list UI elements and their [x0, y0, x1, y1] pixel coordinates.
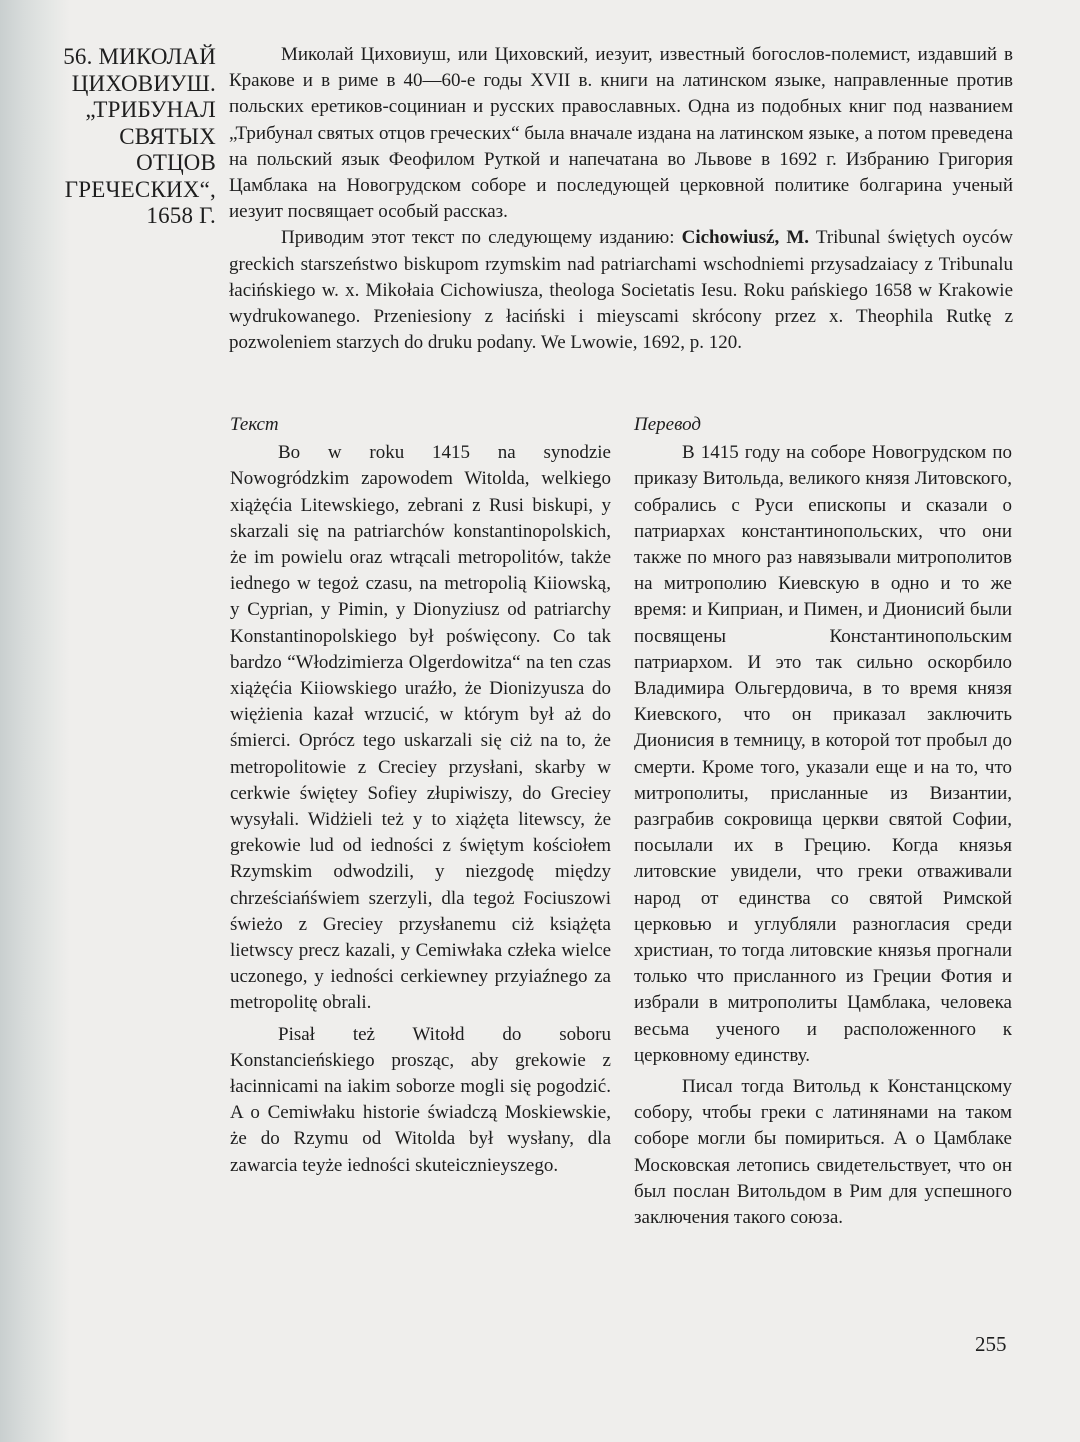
margin-heading-line: СВЯТЫХ	[119, 123, 216, 149]
translation-heading: Перевод	[634, 414, 701, 435]
margin-heading-line: 1658 Г.	[146, 203, 216, 228]
page-number: 255	[975, 1332, 1007, 1356]
margin-heading-line: ОТЦОВ	[136, 150, 216, 175]
citation-title: Tribunal świętych oyców greckich starszeństwo biskupom rzymskim nad patriarchami wschodniemi przysadzaiacy z Tribunalu łacińskiego w. x. Mikołaia Cichowiusza, theologa Societatis Iesu. Roku pańskiego 1658 w Krakowie wydrukowanego. Przeniesiony z łaciński i mieyscami skrócony przez x. Theophila Rutkę z pozwoleniem starzych do druku podany. We Lwowie, 1692, p. 120.	[229, 227, 1013, 354]
original-text-column	[230, 412, 611, 1179]
intro-section	[229, 42, 1013, 356]
citation-lead: Приводим этот текст по следующему изданию:	[281, 227, 682, 249]
margin-heading-line: ГРЕЧЕСКИХ“,	[64, 176, 216, 202]
citation-author: Cichowiusź, M.	[681, 227, 810, 249]
translation-column	[634, 412, 1012, 1231]
margin-heading-line: „ТРИБУНАЛ	[85, 97, 216, 122]
margin-heading-line: 56. МИКОЛАЙ	[63, 44, 216, 69]
original-text-heading: Текст	[230, 414, 279, 435]
intro-paragraph: Миколай Циховиуш, или Циховский, иезуит, известный богослов-полемист, издавший в Кракове и в риме в 40—60-е годы XVII в. книги на латинском языке, направленные против польских еретиков-социниан и русских православных. Одна из подобных книг под названием „Трибунал святых отцов греческих“ была вначале издана на латинском языке, а потом преведена на польский язык Феофилом Руткой и напечатана во Львове в 1692 г. Избранию Григория Цамблака на Новогрудском соборе и последующей церковной политике болгарина ученый иезуит посвящает особый рассказ.	[229, 44, 1013, 223]
original-paragraph: Bo w roku 1415 na synodzie Nowogródzkim zapowodem Witolda, welkiego xiążęćia Litewskiego, zebrani z Rusi biskupi, y skarzali się na patriarchów konstantinopolskich, że im powielu oraz wtrącali metropolitów, także iednego w tegoż czasu, na metropolią Kiiowską, y Cyprian, y Pimin, y Dionyziusz od patriarchy Konstantinopolskiego był poświęcony. Co tak bardzo “Włodzimierza Olgerdowitza“ na ten czas xiążęćia Kiiowskiego uraźło, że Dionizyusza do więżienia kazał wrzucić, w którym był aż do śmierci. Oprócz tego uskarzali się ciż na to, że metropolitowie z Creciey przysłani, skarby w cerkwie świętey Sofiey złupiwiszy, do Greciey wysyłali. Widżieli też y to xiążęta litewscy, że grekowie lud od iedności z świętym kościołem Rzymskim odwodzili, y niezgodę między chrześciańświem szerzyli, dla tegoż Fociuszowi świeżo z Greciey przysłanemu ciż książęta lietwscy precz kazali, y Cemiwłaka człeka wielce uczonego, y iedności cerkiewney przyiaźnego za metropolitę obrali.	[230, 442, 611, 1014]
translation-paragraph: Писал тогда Витольд к Констанцскому собору, чтобы греки с латинянами на таком соборе могли бы помириться. А о Цамблаке Московская летопись свидетельствует, что он был послан Витольдом в Рим для успешного заключения такого союза.	[634, 1076, 1012, 1229]
original-paragraph: Pisał też Witołd do soboru Konstancieńskiego prosząc, aby grekowie z łacinnicami na iakim soborze mogli się pogodzić. A o Cemiwłaku historie świadczą Moskiewskie, że do Rzymu od Witolda był wysłany, dla zawarcia teyże iedności skuteicznieyszego.	[230, 1023, 611, 1176]
translation-paragraph: В 1415 году на соборе Новогрудском по приказу Витольда, великого князя Литовского, собрались с Руси епископы и сказали о патриархах константинопольских, что они также по много раз навязывали митрополитов на митрополию Киевскую в одно и то же время: и Киприан, и Пимен, и Дионисий были посвящены Константинопольским патриархом. И это так сильно оскорбило Владимира Ольгердовича, в то время князя Киевского, что он приказал заключить Дионисия в темницу, в которой тот пробыл до смерти. Кроме того, указали еще и на то, что митрополиты, присланные из Византии, разграбив сокровища церкви святой Софии, посылали их в Грецию. Когда князья литовские увидели, что греки отваживали народ от единства со святой Римской церковью и углубляли разногласия среди христиан, то тогда литовские князья прогнали только что присланного из Греции Фотия и избрали в митрополиты Цамблака, человека весьма ученого и расположенного к церковному единству.	[634, 442, 1012, 1066]
margin-heading	[40, 44, 216, 230]
source-citation	[229, 225, 1013, 356]
margin-heading-line: ЦИХОВИУШ.	[71, 70, 216, 96]
